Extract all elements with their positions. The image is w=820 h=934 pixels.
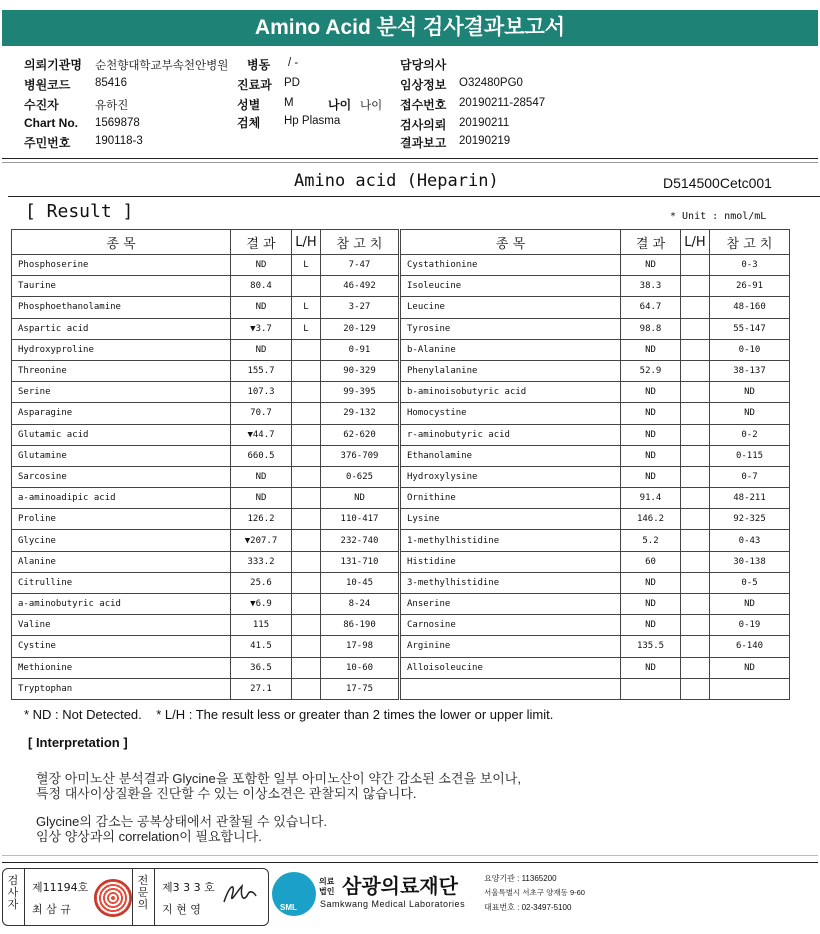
reference-range: ND bbox=[710, 594, 790, 615]
amino-acid-name: Sarcosine bbox=[12, 466, 231, 487]
table-row bbox=[12, 594, 399, 615]
lh-flag bbox=[292, 360, 321, 381]
institution-label: 의뢰기관명 bbox=[24, 58, 82, 72]
chart-no-value: 1569878 bbox=[95, 117, 140, 129]
org-code: 요양기관 : 11365200 bbox=[484, 874, 557, 883]
lh-flag bbox=[681, 382, 710, 403]
tester-name: 최 삼 규 bbox=[32, 903, 71, 916]
org-prefix-top: 의료 bbox=[319, 877, 335, 886]
reference-range: 0-10 bbox=[710, 339, 790, 360]
result-value: ND bbox=[621, 594, 681, 615]
reference-range: 0-3 bbox=[710, 255, 790, 276]
amino-acid-name: Cystine bbox=[12, 636, 231, 657]
table-row bbox=[12, 466, 399, 487]
reference-range: 0-115 bbox=[710, 445, 790, 466]
result-value: ND bbox=[621, 339, 681, 360]
lh-flag bbox=[681, 339, 710, 360]
request-label: 검사의뢰 bbox=[400, 118, 447, 132]
lh-flag bbox=[681, 297, 710, 318]
table-row bbox=[401, 255, 790, 276]
lh-flag bbox=[681, 276, 710, 297]
table-row bbox=[12, 445, 399, 466]
tester-label: 검사자 bbox=[7, 874, 19, 911]
divider bbox=[24, 869, 25, 925]
reference-range: 0-625 bbox=[321, 466, 399, 487]
lh-flag bbox=[681, 488, 710, 509]
table-row bbox=[12, 382, 399, 403]
table-row bbox=[12, 360, 399, 381]
specialist-name: 지 현 영 bbox=[162, 903, 201, 916]
table-row bbox=[401, 594, 790, 615]
table-row bbox=[401, 615, 790, 636]
result-table-left bbox=[11, 229, 399, 700]
amino-acid-name: Cystathionine bbox=[401, 255, 621, 276]
lh-flag bbox=[292, 636, 321, 657]
table-row bbox=[401, 678, 790, 699]
chart-no-label: Chart No. bbox=[24, 116, 78, 130]
col-header-result: 결 과 bbox=[231, 230, 292, 255]
result-value: ▼6.9 bbox=[231, 594, 292, 615]
table-row bbox=[401, 403, 790, 424]
lh-flag bbox=[681, 360, 710, 381]
result-value: 25.6 bbox=[231, 572, 292, 593]
table-row bbox=[401, 339, 790, 360]
report-label: 결과보고 bbox=[400, 136, 447, 150]
clinical-value: O32480PG0 bbox=[459, 77, 523, 89]
unit-note: * Unit : nmol/mL bbox=[670, 211, 767, 222]
result-value: 146.2 bbox=[621, 509, 681, 530]
lh-flag bbox=[292, 657, 321, 678]
lh-flag: L bbox=[292, 255, 321, 276]
amino-acid-name: Phosphoserine bbox=[12, 255, 231, 276]
divider bbox=[132, 869, 133, 925]
logo-text: SML bbox=[280, 903, 297, 912]
result-value: ND bbox=[621, 466, 681, 487]
ward-value: / - bbox=[288, 57, 299, 69]
lh-flag bbox=[292, 445, 321, 466]
sex-label: 성별 bbox=[237, 98, 261, 112]
reference-range: 232-740 bbox=[321, 530, 399, 551]
amino-acid-name: Hydroxyproline bbox=[12, 339, 231, 360]
result-value: ND bbox=[621, 424, 681, 445]
col-header-ref: 참 고 치 bbox=[321, 230, 399, 255]
amino-acid-name: Ornithine bbox=[401, 488, 621, 509]
result-value: ND bbox=[621, 403, 681, 424]
reference-range: 17-98 bbox=[321, 636, 399, 657]
result-value: ND bbox=[621, 572, 681, 593]
reference-range: 48-211 bbox=[710, 488, 790, 509]
table-row bbox=[401, 551, 790, 572]
lh-flag bbox=[292, 509, 321, 530]
physician-label: 담당의사 bbox=[400, 58, 447, 72]
amino-acid-name: Threonine bbox=[12, 360, 231, 381]
amino-acid-name: Methionine bbox=[12, 657, 231, 678]
col-header-name: 종 목 bbox=[401, 230, 621, 255]
reference-range: ND bbox=[710, 657, 790, 678]
table-row bbox=[12, 551, 399, 572]
col-header-result: 결 과 bbox=[621, 230, 681, 255]
reference-range: 20-129 bbox=[321, 318, 399, 339]
document-code: D514500Cetc001 bbox=[663, 175, 772, 191]
table-row bbox=[12, 318, 399, 339]
amino-acid-name: Phenylalanine bbox=[401, 360, 621, 381]
result-value: 115 bbox=[231, 615, 292, 636]
table-row bbox=[12, 297, 399, 318]
amino-acid-name: Histidine bbox=[401, 551, 621, 572]
lh-flag bbox=[292, 594, 321, 615]
table-row bbox=[12, 572, 399, 593]
reference-range: 99-395 bbox=[321, 382, 399, 403]
table-row bbox=[12, 255, 399, 276]
lh-flag bbox=[681, 657, 710, 678]
result-value: ▼207.7 bbox=[231, 530, 292, 551]
table-row bbox=[401, 360, 790, 381]
result-value: 41.5 bbox=[231, 636, 292, 657]
age-label: 나이 bbox=[328, 98, 352, 112]
report-title: Amino Acid 분석 검사결과보고서 bbox=[2, 10, 818, 46]
lh-flag bbox=[681, 403, 710, 424]
lh-flag bbox=[292, 678, 321, 699]
result-value: ND bbox=[231, 488, 292, 509]
dept-label: 진료과 bbox=[237, 78, 272, 92]
seal-stamp-icon bbox=[94, 879, 132, 917]
table-row bbox=[12, 636, 399, 657]
reference-range: 0-91 bbox=[321, 339, 399, 360]
lh-flag bbox=[681, 424, 710, 445]
col-header-name: 종 목 bbox=[12, 230, 231, 255]
lh-flag bbox=[681, 466, 710, 487]
lh-flag bbox=[292, 572, 321, 593]
reference-range: 8-24 bbox=[321, 594, 399, 615]
lh-flag bbox=[681, 615, 710, 636]
table-row bbox=[401, 488, 790, 509]
ward-label: 병동 bbox=[247, 58, 271, 72]
org-phone: 대표번호 : 02-3497-5100 bbox=[484, 903, 572, 912]
interpretation-line: 특정 대사이상질환을 진단할 수 있는 이상소견은 관찰되지 않습니다. bbox=[36, 786, 417, 801]
divider bbox=[2, 158, 818, 159]
result-table-right bbox=[400, 229, 790, 700]
table-row bbox=[12, 678, 399, 699]
col-header-lh: L/H bbox=[681, 230, 710, 255]
reference-range: 0-2 bbox=[710, 424, 790, 445]
table-row bbox=[12, 276, 399, 297]
reference-range: 3-27 bbox=[321, 297, 399, 318]
result-value: 38.3 bbox=[621, 276, 681, 297]
lh-flag bbox=[681, 318, 710, 339]
amino-acid-name: b-Alanine bbox=[401, 339, 621, 360]
lh-flag bbox=[292, 466, 321, 487]
lh-flag bbox=[681, 594, 710, 615]
table-row bbox=[12, 530, 399, 551]
amino-acid-name: Carnosine bbox=[401, 615, 621, 636]
result-value: ND bbox=[621, 382, 681, 403]
hospital-code-value: 85416 bbox=[95, 77, 127, 89]
table-row bbox=[401, 297, 790, 318]
amino-acid-name: 3-methylhistidine bbox=[401, 572, 621, 593]
result-value: ND bbox=[231, 297, 292, 318]
amino-acid-name: Aspartic acid bbox=[12, 318, 231, 339]
reference-range: 0-5 bbox=[710, 572, 790, 593]
amino-acid-name: Tyrosine bbox=[401, 318, 621, 339]
reference-range: 110-417 bbox=[321, 509, 399, 530]
table-row bbox=[401, 466, 790, 487]
patient-value: 유하진 bbox=[95, 100, 129, 112]
result-value: 135.5 bbox=[621, 636, 681, 657]
table-row bbox=[401, 318, 790, 339]
amino-acid-name: Arginine bbox=[401, 636, 621, 657]
lh-flag bbox=[681, 255, 710, 276]
result-heading: [ Result ] bbox=[25, 201, 134, 222]
sex-value: M bbox=[284, 97, 294, 109]
result-value: ND bbox=[231, 466, 292, 487]
amino-acid-name: Glutamic acid bbox=[12, 424, 231, 445]
specialist-label: 전문의 bbox=[137, 874, 149, 911]
table-row bbox=[401, 530, 790, 551]
reference-range: 55-147 bbox=[710, 318, 790, 339]
reference-range: 90-329 bbox=[321, 360, 399, 381]
amino-acid-name: Anserine bbox=[401, 594, 621, 615]
amino-acid-name: 1-methylhistidine bbox=[401, 530, 621, 551]
result-value: 126.2 bbox=[231, 509, 292, 530]
amino-acid-name bbox=[401, 678, 621, 699]
lh-flag bbox=[681, 509, 710, 530]
lh-flag bbox=[292, 488, 321, 509]
table-row bbox=[401, 382, 790, 403]
org-name: 삼광의료재단 bbox=[342, 876, 458, 898]
amino-acid-name: Ethanolamine bbox=[401, 445, 621, 466]
table-row bbox=[401, 276, 790, 297]
reference-range: 0-19 bbox=[710, 615, 790, 636]
id-label: 주민번호 bbox=[24, 136, 71, 150]
result-value: 107.3 bbox=[231, 382, 292, 403]
org-address: 서울특별시 서초구 양재동 9-60 bbox=[484, 888, 585, 897]
footnote: * ND : Not Detected. * L/H : The result less or greater than 2 times the lower or upper limit. bbox=[24, 707, 554, 722]
id-value: 190118-3 bbox=[95, 135, 143, 147]
amino-acid-name: Citrulline bbox=[12, 572, 231, 593]
amino-acid-name: Tryptophan bbox=[12, 678, 231, 699]
reference-range: 29-132 bbox=[321, 403, 399, 424]
result-value: ND bbox=[621, 657, 681, 678]
receipt-label: 접수번호 bbox=[400, 98, 447, 112]
divider bbox=[154, 869, 155, 925]
lh-flag bbox=[292, 551, 321, 572]
age-value: 나이 bbox=[360, 100, 383, 112]
specimen-value: Hp Plasma bbox=[284, 115, 341, 127]
reference-range bbox=[710, 678, 790, 699]
divider bbox=[2, 162, 818, 163]
col-header-ref: 참 고 치 bbox=[710, 230, 790, 255]
lh-flag bbox=[681, 530, 710, 551]
lh-flag bbox=[292, 403, 321, 424]
patient-label: 수진자 bbox=[24, 98, 59, 112]
reference-range: ND bbox=[710, 403, 790, 424]
reference-range: ND bbox=[710, 382, 790, 403]
amino-acid-name: b-aminoisobutyric acid bbox=[401, 382, 621, 403]
table-row bbox=[401, 445, 790, 466]
result-value: 98.8 bbox=[621, 318, 681, 339]
result-value: 91.4 bbox=[621, 488, 681, 509]
org-english: Samkwang Medical Laboratories bbox=[320, 899, 466, 909]
divider bbox=[2, 862, 818, 863]
report-value: 20190219 bbox=[459, 135, 511, 147]
amino-acid-name: Asparagine bbox=[12, 403, 231, 424]
amino-acid-name: Isoleucine bbox=[401, 276, 621, 297]
table-row bbox=[12, 424, 399, 445]
reference-range: 30-138 bbox=[710, 551, 790, 572]
result-value: ND bbox=[621, 615, 681, 636]
amino-acid-name: Glycine bbox=[12, 530, 231, 551]
amino-acid-name: a-aminobutyric acid bbox=[12, 594, 231, 615]
lh-flag bbox=[681, 636, 710, 657]
result-value: 60 bbox=[621, 551, 681, 572]
amino-acid-name: Valine bbox=[12, 615, 231, 636]
result-value: 52.9 bbox=[621, 360, 681, 381]
amino-acid-name: Homocystine bbox=[401, 403, 621, 424]
table-row bbox=[401, 424, 790, 445]
result-value: 660.5 bbox=[231, 445, 292, 466]
amino-acid-name: Taurine bbox=[12, 276, 231, 297]
lh-flag bbox=[681, 551, 710, 572]
result-value: ND bbox=[231, 255, 292, 276]
amino-acid-name: Proline bbox=[12, 509, 231, 530]
specimen-label: 검체 bbox=[237, 116, 261, 130]
divider bbox=[2, 855, 818, 856]
divider bbox=[8, 196, 820, 197]
result-value: ND bbox=[621, 445, 681, 466]
signature-icon bbox=[220, 876, 260, 912]
result-value: 155.7 bbox=[231, 360, 292, 381]
tester-number: 제11194호 bbox=[32, 881, 89, 894]
reference-range: 46-492 bbox=[321, 276, 399, 297]
amino-acid-name: Leucine bbox=[401, 297, 621, 318]
result-value: 70.7 bbox=[231, 403, 292, 424]
reference-range: 92-325 bbox=[710, 509, 790, 530]
document-title: Amino acid (Heparin) bbox=[294, 171, 499, 191]
reference-range: 17-75 bbox=[321, 678, 399, 699]
request-value: 20190211 bbox=[459, 117, 510, 129]
amino-acid-name: r-aminobutyric acid bbox=[401, 424, 621, 445]
table-row bbox=[12, 657, 399, 678]
result-value: 64.7 bbox=[621, 297, 681, 318]
reference-range: 0-7 bbox=[710, 466, 790, 487]
amino-acid-name: a-aminoadipic acid bbox=[12, 488, 231, 509]
interpretation-line: Glycine의 감소는 공복상태에서 관찰될 수 있습니다. bbox=[36, 814, 328, 829]
reference-range: 10-45 bbox=[321, 572, 399, 593]
reference-range: 38-137 bbox=[710, 360, 790, 381]
lh-flag: L bbox=[292, 297, 321, 318]
table-row bbox=[12, 339, 399, 360]
institution-value: 순천향대학교부속천안병원 bbox=[95, 60, 229, 72]
amino-acid-name: Phosphoethanolamine bbox=[12, 297, 231, 318]
reference-range: 48-160 bbox=[710, 297, 790, 318]
amino-acid-name: Alloisoleucine bbox=[401, 657, 621, 678]
result-value: 5.2 bbox=[621, 530, 681, 551]
clinical-label: 임상정보 bbox=[400, 78, 447, 92]
result-value: ND bbox=[621, 255, 681, 276]
reference-range: 26-91 bbox=[710, 276, 790, 297]
result-value: 80.4 bbox=[231, 276, 292, 297]
interpretation-heading: [ Interpretation ] bbox=[28, 735, 128, 750]
table-row bbox=[401, 572, 790, 593]
table-row bbox=[12, 403, 399, 424]
interpretation-line: 혈장 아미노산 분석결과 Glycine을 포함한 일부 아미노산이 약간 감소된 소견을 보이나, bbox=[36, 771, 521, 786]
table-row bbox=[401, 636, 790, 657]
table-row bbox=[401, 509, 790, 530]
reference-range: 131-710 bbox=[321, 551, 399, 572]
amino-acid-name: Lysine bbox=[401, 509, 621, 530]
amino-acid-name: Serine bbox=[12, 382, 231, 403]
reference-range: 6-140 bbox=[710, 636, 790, 657]
result-value bbox=[621, 678, 681, 699]
col-header-lh: L/H bbox=[292, 230, 321, 255]
result-value: ▼3.7 bbox=[231, 318, 292, 339]
reference-range: 62-620 bbox=[321, 424, 399, 445]
result-value: ND bbox=[231, 339, 292, 360]
lh-flag bbox=[292, 339, 321, 360]
lh-flag bbox=[681, 678, 710, 699]
result-value: 36.5 bbox=[231, 657, 292, 678]
reference-range: 7-47 bbox=[321, 255, 399, 276]
result-value: 27.1 bbox=[231, 678, 292, 699]
specialist-number: 제3 3 3 호 bbox=[162, 881, 215, 894]
lh-flag bbox=[681, 445, 710, 466]
hospital-code-label: 병원코드 bbox=[24, 78, 71, 92]
lh-flag bbox=[681, 572, 710, 593]
table-row bbox=[12, 615, 399, 636]
reference-range: 10-60 bbox=[321, 657, 399, 678]
lh-flag bbox=[292, 530, 321, 551]
reference-range: 376-709 bbox=[321, 445, 399, 466]
lh-flag bbox=[292, 276, 321, 297]
reference-range: ND bbox=[321, 488, 399, 509]
result-value: 333.2 bbox=[231, 551, 292, 572]
lh-flag bbox=[292, 382, 321, 403]
reference-range: 0-43 bbox=[710, 530, 790, 551]
receipt-value: 20190211-28547 bbox=[459, 97, 546, 109]
reference-range: 86-190 bbox=[321, 615, 399, 636]
result-value: ▼44.7 bbox=[231, 424, 292, 445]
dept-value: PD bbox=[284, 77, 300, 89]
amino-acid-name: Hydroxylysine bbox=[401, 466, 621, 487]
lh-flag bbox=[292, 615, 321, 636]
org-prefix-bottom: 법인 bbox=[319, 887, 335, 896]
amino-acid-name: Glutamine bbox=[12, 445, 231, 466]
table-row bbox=[401, 657, 790, 678]
interpretation-line: 임상 양상과의 correlation이 필요합니다. bbox=[36, 829, 262, 844]
lh-flag bbox=[292, 424, 321, 445]
amino-acid-name: Alanine bbox=[12, 551, 231, 572]
table-row bbox=[12, 509, 399, 530]
table-row bbox=[12, 488, 399, 509]
lh-flag: L bbox=[292, 318, 321, 339]
